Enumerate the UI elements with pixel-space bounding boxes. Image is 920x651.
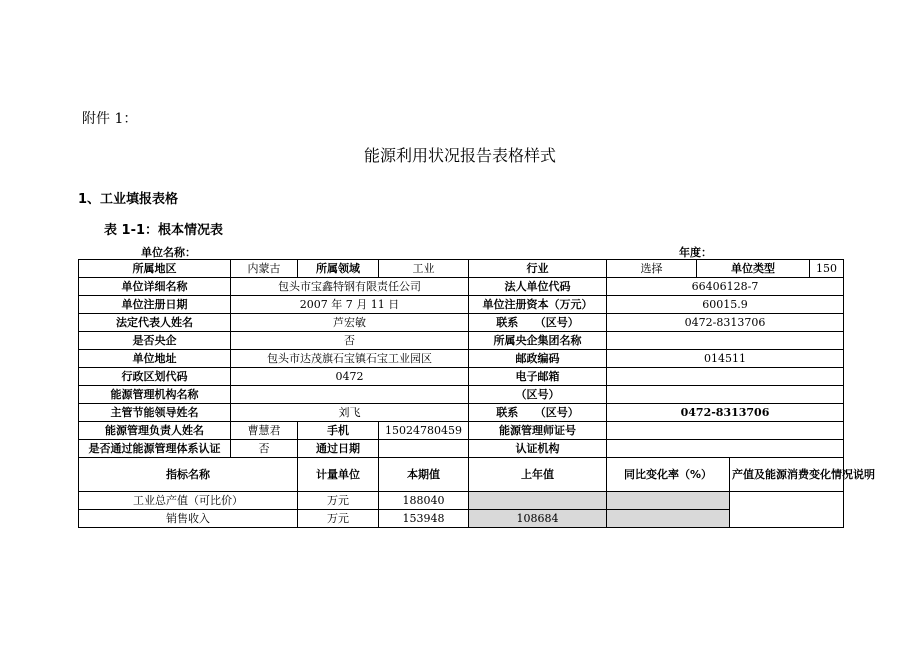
- area-code-value[interactable]: [607, 386, 844, 404]
- legal-entity-code-value[interactable]: 66406128-7: [607, 278, 844, 296]
- address-label: 单位地址: [79, 350, 231, 368]
- region-label: 所属地区: [79, 260, 231, 278]
- cert-body-label: 认证机构: [469, 440, 607, 458]
- unit-full-name-value[interactable]: 包头市宝鑫特钢有限责任公司: [231, 278, 469, 296]
- email-label: 电子邮箱: [469, 368, 607, 386]
- unit-type-value[interactable]: 150: [810, 260, 844, 278]
- table-row: [79, 368, 844, 386]
- section-heading: 1、工业填报表格: [78, 192, 179, 207]
- table-row: [79, 386, 844, 404]
- unit-full-name-label: 单位详细名称: [79, 278, 231, 296]
- table-row: [79, 332, 844, 350]
- table-row: [79, 404, 844, 422]
- table-row: [79, 296, 844, 314]
- mobile-label: 手机: [298, 422, 379, 440]
- pass-date-value[interactable]: [379, 440, 469, 458]
- domain-value[interactable]: 工业: [379, 260, 469, 278]
- yoy-change-header: 同比变化率（%）: [607, 458, 730, 492]
- indicator-name: 销售收入: [79, 510, 298, 528]
- ems-cert-value[interactable]: 否: [231, 440, 298, 458]
- unit-type-label: 单位类型: [697, 260, 810, 278]
- contact-area-code-label: 联系 （区号）: [469, 314, 607, 332]
- energy-org-label: 能源管理机构名称: [79, 386, 231, 404]
- indicator-name-header: 指标名称: [79, 458, 298, 492]
- basic-info-table: [78, 259, 875, 528]
- ems-cert-label: 是否通过能源管理体系认证: [79, 440, 231, 458]
- division-code-label: 行政区划代码: [79, 368, 231, 386]
- indicator-unit: 万元: [298, 492, 379, 510]
- energy-manager-label: 能源管理负责人姓名: [79, 422, 231, 440]
- table-row: [79, 492, 844, 510]
- registered-capital-value[interactable]: 60015.9: [607, 296, 844, 314]
- indicator-current-value[interactable]: 188040: [379, 492, 469, 510]
- soe-group-label: 所属央企集团名称: [469, 332, 607, 350]
- unit-name-label: 单位名称：: [141, 246, 196, 259]
- table-row: [79, 440, 844, 458]
- manager-cert-label: 能源管理师证号: [469, 422, 607, 440]
- registration-date-value[interactable]: 2007 年 7 月 11 日: [231, 296, 469, 314]
- table-row: [79, 314, 844, 332]
- table-row: [79, 350, 844, 368]
- table-row: [79, 260, 844, 278]
- energy-manager-value[interactable]: 曹慧君: [231, 422, 298, 440]
- registered-capital-label: 单位注册资本（万元）: [469, 296, 607, 314]
- table-row: [79, 278, 844, 296]
- contact-phone-value[interactable]: 0472-8313706: [607, 314, 844, 332]
- postal-code-label: 邮政编码: [469, 350, 607, 368]
- soe-group-value[interactable]: [607, 332, 844, 350]
- legal-entity-code-label: 法人单位代码: [469, 278, 607, 296]
- leader-contact-label: 联系 （区号）: [469, 404, 607, 422]
- table-row: [79, 422, 844, 440]
- domain-label: 所属领域: [298, 260, 379, 278]
- energy-leader-label: 主管节能领导姓名: [79, 404, 231, 422]
- indicator-last-year-value[interactable]: 108684: [469, 510, 607, 528]
- last-year-header: 上年值: [469, 458, 607, 492]
- division-code-value[interactable]: 0472: [231, 368, 469, 386]
- legal-rep-value[interactable]: 芦宏敏: [231, 314, 469, 332]
- manager-cert-value[interactable]: [607, 422, 844, 440]
- unit-header: 计量单位: [298, 458, 379, 492]
- indicator-last-year-value[interactable]: [469, 492, 607, 510]
- address-value[interactable]: 包头市达茂旗石宝镇石宝工业园区: [231, 350, 469, 368]
- indicator-header-row: [79, 458, 844, 492]
- page-title: 能源利用状况报告表格样式: [363, 146, 556, 165]
- indicator-yoy-value[interactable]: [607, 492, 730, 510]
- indicator-unit: 万元: [298, 510, 379, 528]
- mobile-value[interactable]: 15024780459: [379, 422, 469, 440]
- energy-leader-value[interactable]: 刘飞: [231, 404, 469, 422]
- leader-phone-value[interactable]: 0472-8313706: [607, 404, 844, 422]
- central-soe-label: 是否央企: [79, 332, 231, 350]
- year-label: 年度：: [679, 246, 712, 259]
- annex-label: 附件 1：: [82, 111, 138, 127]
- industry-select[interactable]: 选择: [607, 260, 697, 278]
- industry-label: 行业: [469, 260, 607, 278]
- table-caption: 表 1-1：根本情况表: [104, 223, 224, 238]
- email-value[interactable]: [607, 368, 844, 386]
- registration-date-label: 单位注册日期: [79, 296, 231, 314]
- central-soe-value[interactable]: 否: [231, 332, 469, 350]
- cert-body-value[interactable]: [607, 440, 844, 458]
- indicator-name: 工业总产值（可比价）: [79, 492, 298, 510]
- change-note-header: 产值及能源消费变化情况说明: [730, 458, 844, 492]
- legal-rep-label: 法定代表人姓名: [79, 314, 231, 332]
- energy-org-value[interactable]: [231, 386, 469, 404]
- current-value-header: 本期值: [379, 458, 469, 492]
- table-row: [79, 510, 844, 528]
- indicator-current-value[interactable]: 153948: [379, 510, 469, 528]
- pass-date-label: 通过日期: [298, 440, 379, 458]
- area-code-label: （区号）: [469, 386, 607, 404]
- postal-code-value[interactable]: 014511: [607, 350, 844, 368]
- change-note-value[interactable]: [730, 492, 844, 528]
- region-value[interactable]: 内蒙古: [231, 260, 298, 278]
- indicator-yoy-value[interactable]: [607, 510, 730, 528]
